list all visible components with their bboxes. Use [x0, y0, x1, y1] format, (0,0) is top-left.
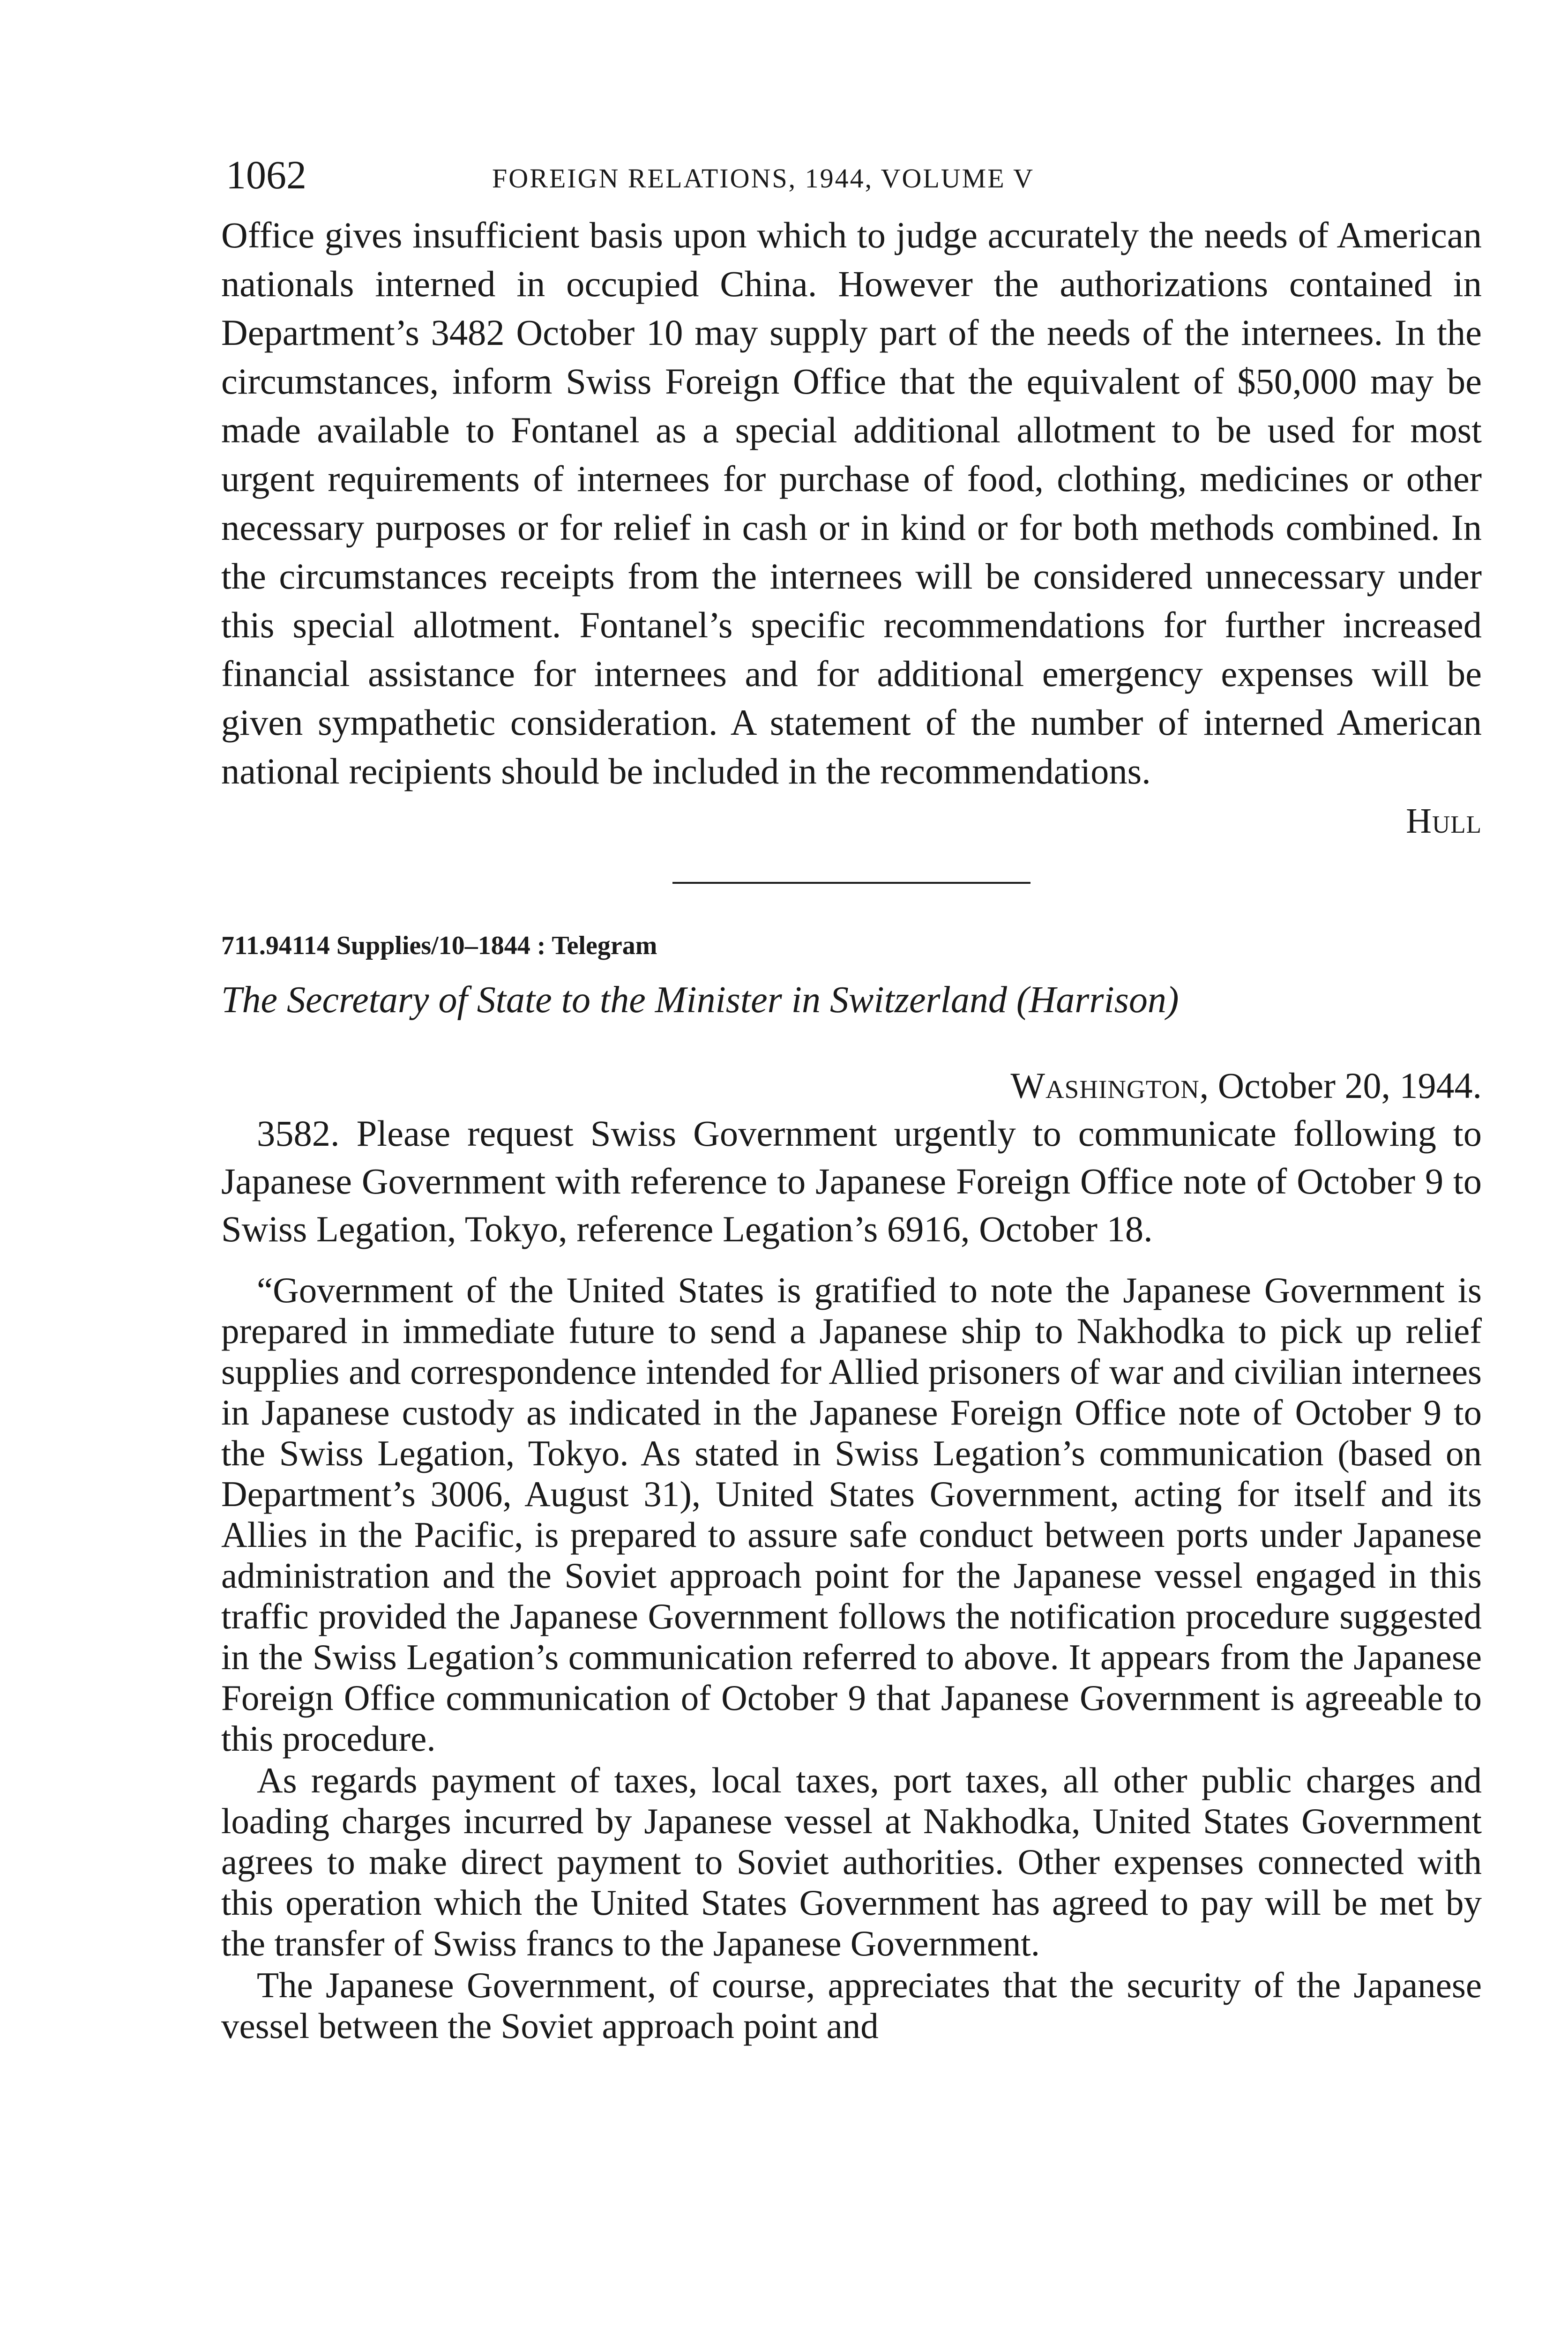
signature: Hull — [1406, 801, 1482, 841]
quoted-paragraph: “Government of the United States is gratified to note the Japanese Government is prepared in immediate future to send a Japanese ship to Nakhodka to pick up relief supplies and correspondence intended for Allied prisoners of war and civilian internees in Japanese custody as indicated in the Japanese Foreign Office note of October 9 to the Swiss Legation, Tokyo. As stated in Swiss Legation’s communication (based on Department’s 3006, August 31), United States Government, acting for itself and its Allies in the Pacific, is prepared to assure safe conduct between ports under Japanese administration and the Soviet approach point for the Japanese vessel engaged in this traffic provided the Japanese Government follows the notification procedure suggested in the Swiss Legation’s communication referred to above. It appears from the Japanese Foreign Office communication of October 9 that Japanese Government is agreeable to this procedure. — [221, 1269, 1482, 1759]
dateline-place: Washington — [1010, 1065, 1200, 1106]
dateline-date: , October 20, 1944. — [1199, 1065, 1482, 1106]
document-title: The Secretary of State to the Minister in Switzerland (Harrison) — [221, 979, 1179, 1021]
quoted-paragraph: The Japanese Government, of course, appreciates that the security of the Japanese vessel between the Soviet approach point and — [221, 1964, 1482, 2046]
quoted-message — [221, 1270, 1482, 2046]
page-number: 1062 — [226, 152, 306, 197]
dateline — [221, 1066, 1482, 1106]
continuation-paragraph: Office gives insufficient basis upon which to judge accurately the needs of American nationals interned in occupied China. However the authorizations contained in Department’s 3482 October 10 may supply part of the needs of the internees. In the circumstances, inform Swiss Foreign Office that the equivalent of $50,000 may be made available to Fontanel as a special additional allotment to be used for most urgent requirements of internees for purchase of food, clothing, medicines or other necessary purposes or for relief in cash or in kind or for both methods combined. In the circumstances receipts from the internees will be considered unnecessary under this special allotment. Fontanel’s specific recommendations for further increased financial assistance for internees and for additional emergency expenses will be given sympathetic consideration. A statement of the number of interned American national recipients should be included in the recommendations. — [221, 215, 1482, 791]
running-head — [221, 152, 1482, 211]
section-divider — [672, 882, 1030, 884]
running-title: FOREIGN RELATIONS, 1944, VOLUME V — [492, 163, 1034, 194]
message-paragraph: 3582. Please request Swiss Government urgently to communicate following to Japanese Government with reference to Japanese Foreign Office note of October 9 to Swiss Legation, Tokyo, reference Legation’s 6916, October 18. — [221, 1112, 1482, 1249]
file-reference: 711.94114 Supplies/10–1844 : Telegram — [221, 931, 657, 960]
quoted-paragraph: As regards payment of taxes, local taxes, port taxes, all other public charges and loading charges incurred by Japanese vessel at Nakhodka, United States Government agrees to make direct payment to Soviet authorities. Other expenses connected with this operation which the United States Government has agreed to pay will be met by the transfer of Swiss francs to the Japanese Government. — [221, 1760, 1482, 1963]
book-page — [221, 152, 1482, 2046]
